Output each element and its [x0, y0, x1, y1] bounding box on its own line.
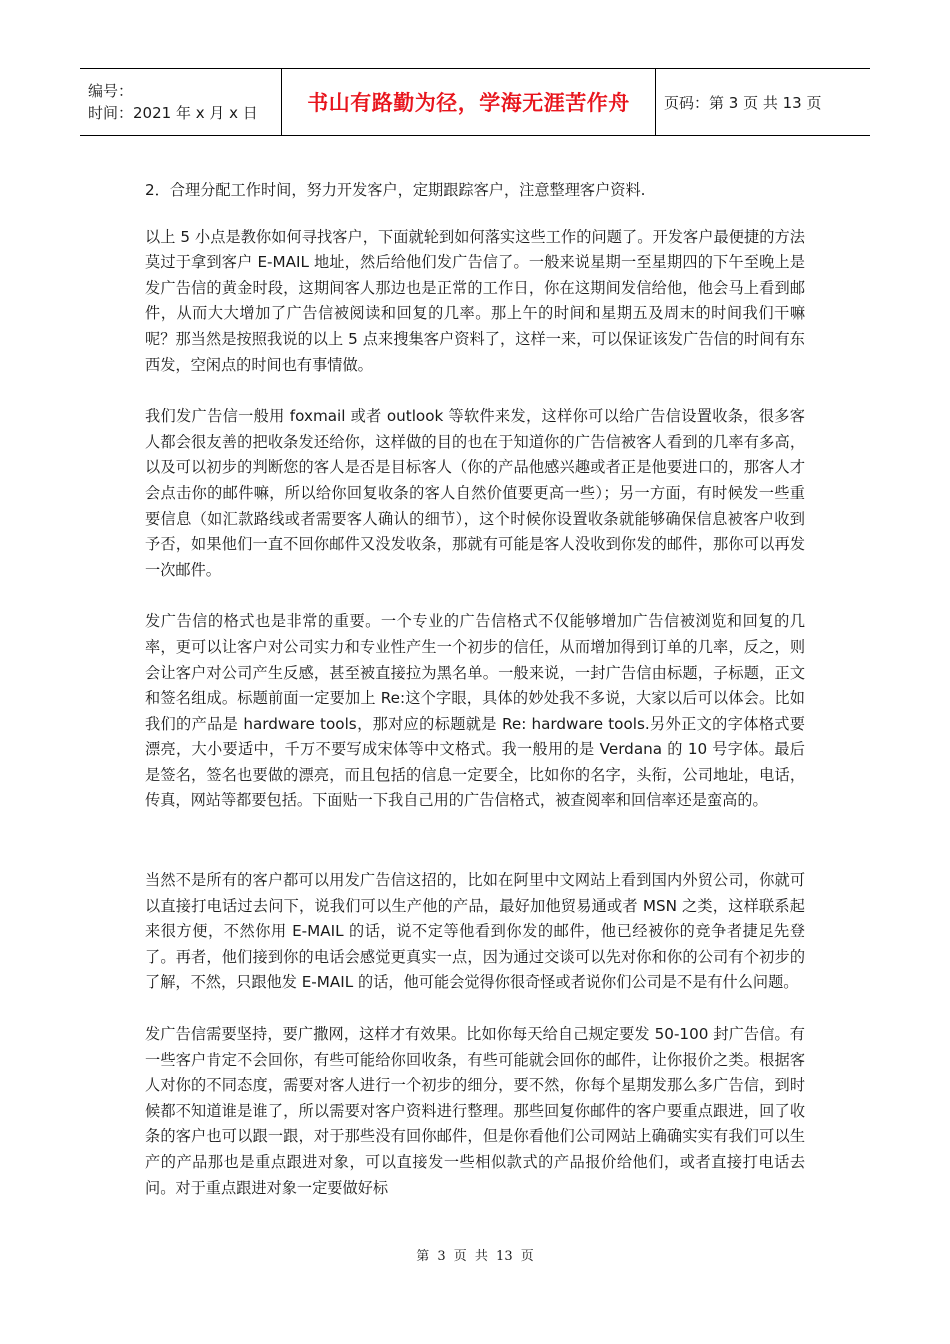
paragraph-1: 以上 5 小点是教你如何寻找客户，下面就轮到如何落实这些工作的问题了。开发客户最便捷的方法莫过于拿到客户 E-MAIL 地址，然后给他们发广告信了。一般来说星期一至星期四的下午至晚上是发广告信的黄金时段，这期间客人那边也是正常的工作日，你在这期间发信给他，他会马上看到邮件，从而大大增加了广告信被阅读和回复的几率。那上午的时间和星期五及周末的时间我们干嘛呢？那当然是按照我说的以上 5 点来搜集客户资料了，这样一来，可以保证该发广告信的时间有东西发，空闲点的时间也有事情做。: [145, 227, 805, 374]
paragraph-3: 发广告信的格式也是非常的重要。一个专业的广告信格式不仅能够增加广告信被浏览和回复的几率，更可以让客户对公司实力和专业性产生一个初步的信任，从而增加得到订单的几率，反之，则会让客户对公司产生反感，甚至被直接拉为黑名单。一般来说，一封广告信由标题，子标题，正文和签名组成。标题前面一定要加上 Re:这个字眼，具体的妙处我不多说，大家以后可以体会。比如我们的产品是 hardware tools，那对应的标题就是 Re: hardware tools.另外正文的字体格式要漂亮，大小要适中，千万不要写成宋体等中文格式。我一般用的是 Verdana 的 10 号字体。最后是签名，签名也要做的漂亮，而且包括的信息一定要全，比如你的名字，头衔，公司地址，电话，传真，网站等都要包括。下面贴一下我自己用的广告信格式，被查阅率和回信率还是蛮高的。: [145, 612, 805, 810]
header-motto-cell: [282, 69, 656, 135]
page-footer: 第 3 页 共 13 页: [416, 1249, 534, 1264]
motto: 书山有路勤为径，学海无涯苦作舟: [307, 90, 630, 115]
page-info: 页码：第 3 页 共 13 页: [664, 93, 822, 112]
paragraph-5: 发广告信需要坚持，要广撒网，这样才有效果。比如你每天给自己规定要发 50-100 封广告信。有一些客户肯定不会回你，有些可能给你回收条，有些可能就会回你的邮件，让你报价之类。根据客人对你的不同态度，需要对客人进行一个初步的细分，要不然，你每个星期发那么多广告信，到时候都不知道谁是谁了，所以需要对客户资料进行整理。那些回复你邮件的客户要重点跟进，回了收条的客户也可以跟一跟，对于那些没有回你邮件，但是你看他们公司网站上确确实实有我们可以生产的产品那也是重点跟进对象，可以直接发一些相似款式的产品报价给他们，或者直接打电话去问。对于重点跟进对象一定要做好标: [145, 1025, 805, 1197]
paragraph-4: 当然不是所有的客户都可以用发广告信这招的，比如在阿里中文网站上看到国内外贸公司，你就可以直接打电话过去问下，说我们可以生产他的产品，最好加他贸易通或者 MSN 之类，这样联系起来很方便，不然你用 E-MAIL 的话，说不定等他看到你发的邮件，他已经被你的竞争者捷足先登了。再者，他们接到你的电话会感觉更真实一点，因为通过交谈可以先对你和你的公司有个初步的了解，不然，只跟他发 E-MAIL 的话，他可能会觉得你很奇怪或者说你们公司是不是有什么问题。: [145, 871, 805, 992]
date-line: 时间：2021 年 x 月 x 日: [88, 104, 258, 122]
list-item-2: 2．合理分配工作时间，努力开发客户，定期跟踪客户，注意整理客户资料.: [145, 181, 646, 199]
header-page-cell: [656, 69, 870, 135]
serial-label: 编号：: [88, 82, 134, 100]
document-body: [145, 178, 805, 1201]
header-table: [80, 68, 870, 136]
paragraph-2: 我们发广告信一般用 foxmail 或者 outlook 等软件来发，这样你可以给广告信设置收条，很多客人都会很友善的把收条发还给你，这样做的目的也在于知道你的广告信被客人看到的几率有多高，以及可以初步的判断您的客人是否是目标客人（你的产品他感兴趣或者正是他要进口的，那客人才会点击你的邮件嘛，所以给你回复收条的客人自然价值要更高一些）；另一方面，有时候发一些重要信息（如汇款路线或者需要客人确认的细节），这个时候你设置收条就能够确保信息被客户收到予否，如果他们一直不回你邮件又没发收条，那就有可能是客人没收到你发的邮件，那你可以再发一次邮件。: [145, 407, 805, 579]
header-meta-cell: [80, 69, 282, 135]
